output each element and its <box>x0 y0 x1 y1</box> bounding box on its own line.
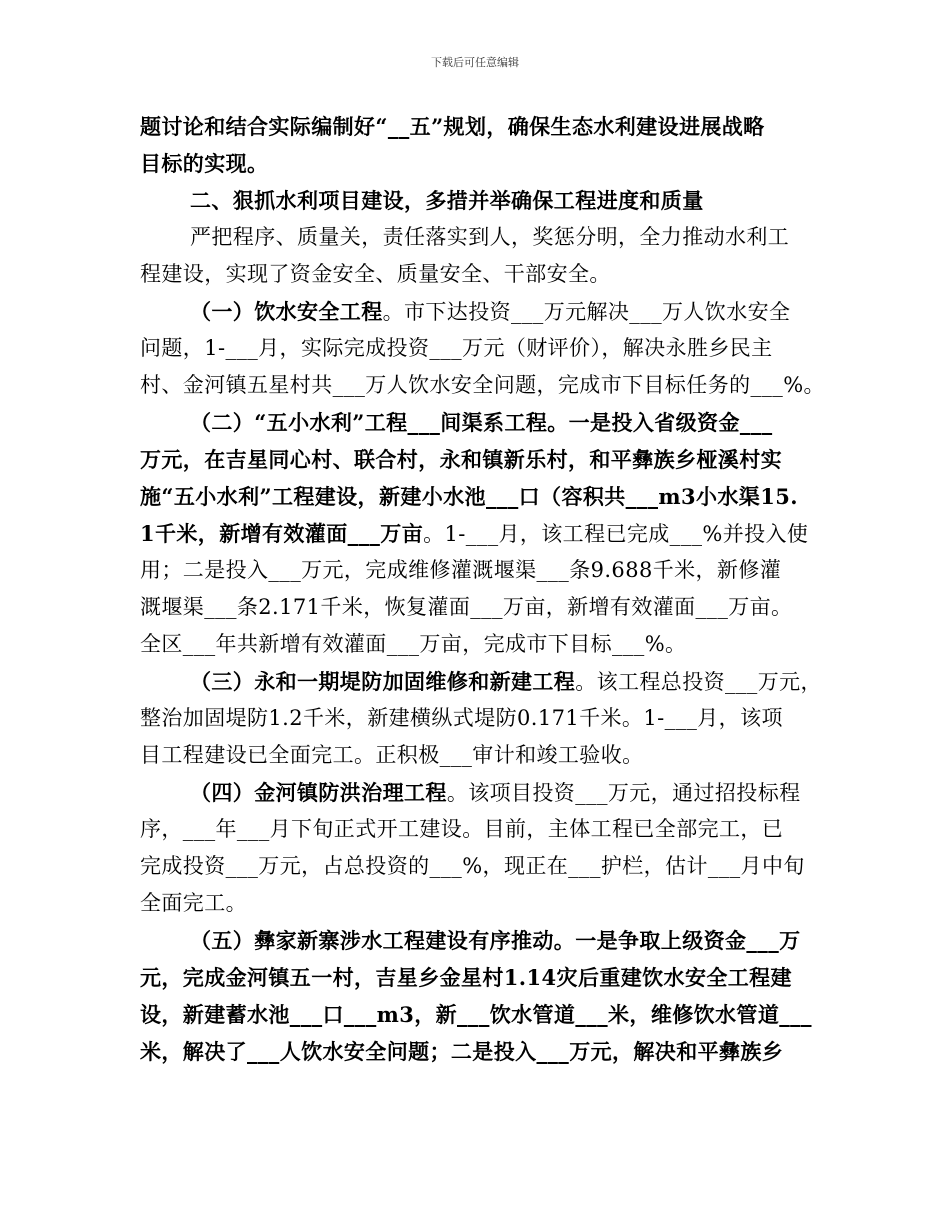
text-line <box>140 922 812 959</box>
text-run: 村、金河镇五星村共___万人饮水安全问题，完成市下目标任务的___%。 <box>140 373 825 397</box>
text-line <box>140 293 812 330</box>
text-line <box>140 811 812 848</box>
text-run: 整治加固堤防1.2千米，新建横纵式堤防0.171千米。1-___月，该项 <box>140 706 783 730</box>
text-run: 溉堰渠___条2.171千米，恢复灌面___万亩，新增有效灌面___万亩。 <box>140 595 793 619</box>
document-body <box>140 108 825 1070</box>
text-run: 。1-___月，该工程已完成___%并投入使 <box>423 522 809 546</box>
text-line <box>140 774 812 811</box>
bold-text-run: 万元，在吉星同心村、联合村，永和镇新乐村，和平彝族乡桠溪村实 <box>140 447 782 472</box>
bold-text-run: 设，新建蓄水池___口___m3，新___饮水管道___米，维修饮水管道___ <box>140 1002 812 1027</box>
bold-text-run: 二、狠抓水利项目建设，多措并举确保工程进度和质量 <box>190 188 704 213</box>
bold-text-run: 米，解决了___人饮水安全问题；二是投入___万元，解决和平彝族乡 <box>140 1039 784 1064</box>
bold-text-run: （二）“五小水利”工程___间渠系工程。一是投入省级资金___ <box>190 410 773 435</box>
text-line <box>140 330 812 367</box>
bold-text-run: （三）永和一期堤防加固维修和新建工程 <box>190 669 576 694</box>
bold-text-run: 元，完成金河镇五一村，吉星乡金星村1.14灾后重建饮水安全工程建 <box>140 965 792 990</box>
text-line <box>140 663 822 700</box>
text-line <box>140 959 812 996</box>
text-run: 目工程建设已全面完工。正积极___审计和竣工验收。 <box>140 743 644 767</box>
text-line <box>140 182 812 219</box>
text-run: 用；二是投入___万元，完成维修灌溉堰渠___条9.688千米，新修灌 <box>140 558 782 582</box>
bold-text-run: （四）金河镇防洪治理工程 <box>190 780 447 805</box>
bold-text-run: 施“五小水利”工程建设，新建小水池___口（容积共___m3小水渠15. <box>140 484 798 509</box>
text-line <box>140 478 812 515</box>
text-line <box>140 145 812 182</box>
text-run: 。该工程总投资___万元， <box>575 670 822 694</box>
bold-text-run: （一）饮水安全工程 <box>190 299 383 324</box>
text-line <box>140 626 812 663</box>
text-run: 。市下达投资___万元解决___万人饮水安全 <box>382 300 791 324</box>
text-line <box>140 404 812 441</box>
bold-text-run: （五）彝家新寨涉水工程建设有序推动。一是争取上级资金___万 <box>190 928 801 953</box>
text-line <box>140 589 812 626</box>
text-line <box>140 737 812 774</box>
text-line <box>140 996 812 1033</box>
text-line <box>140 848 812 885</box>
text-run: 严把程序、质量关，责任落实到人，奖惩分明，全力推动水利工 <box>190 225 790 249</box>
text-run: 。该项目投资___万元，通过招投标程 <box>446 781 801 805</box>
bold-text-run: 题讨论和结合实际编制好“__五”规划，确保生态水利建设进展战略 <box>140 114 765 139</box>
text-line <box>140 219 812 256</box>
text-line <box>140 885 812 922</box>
text-line <box>140 515 812 552</box>
text-run: 完成投资___万元，占总投资的___%，现正在___护栏，估计___月中旬 <box>140 854 805 878</box>
page-header: 下载后可任意编辑 <box>431 56 519 69</box>
text-line <box>140 108 812 145</box>
text-line <box>140 256 812 293</box>
text-run: 全区___年共新增有效灌面___万亩，完成市下目标___%。 <box>140 632 687 656</box>
text-line <box>140 441 812 478</box>
text-run: 程建设，实现了资金安全、质量安全、干部安全。 <box>140 262 611 286</box>
text-run: 序，___年___月下旬正式开工建设。目前，主体工程已全部完工，已 <box>140 817 784 841</box>
bold-text-run: 目标的实现。 <box>140 151 269 176</box>
text-line <box>140 700 812 737</box>
text-line <box>140 552 812 589</box>
bold-text-run: 1千米，新增有效灌面___万亩 <box>140 521 424 546</box>
text-line <box>140 367 825 404</box>
text-run: 问题，1-___月，实际完成投资___万元（财评价），解决永胜乡民主 <box>140 336 773 360</box>
text-line <box>140 1033 812 1070</box>
text-run: 全面完工。 <box>140 891 247 915</box>
